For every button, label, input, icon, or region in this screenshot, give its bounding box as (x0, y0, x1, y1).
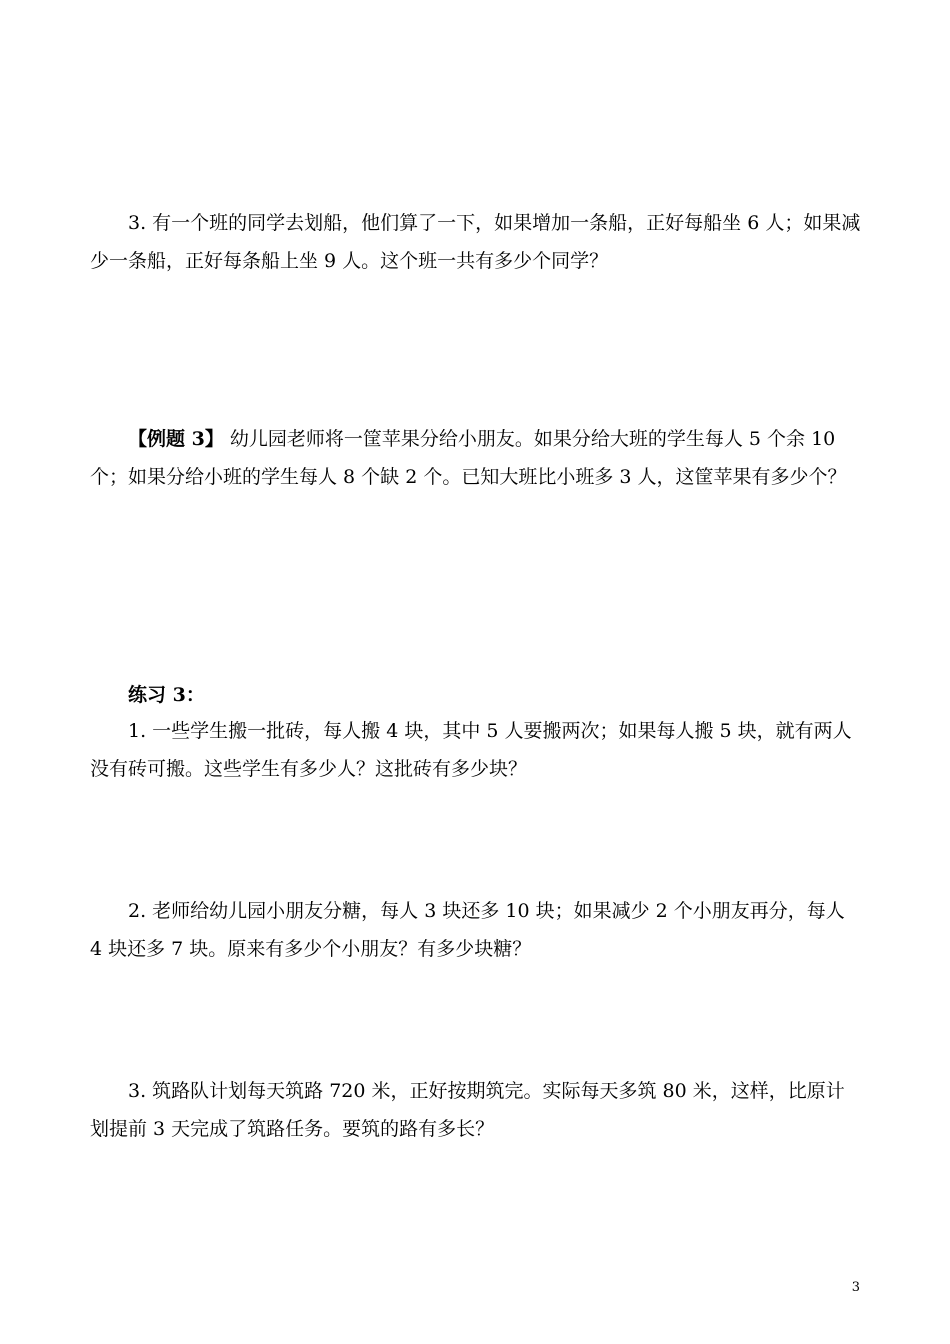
example-3 (90, 420, 862, 496)
exercise-3-question-1: 1. 一些学生搬一批砖，每人搬 4 块，其中 5 人要搬两次；如果每人搬 5 块，就有两人没有砖可搬。这些学生有多少人？这批砖有多少块？ (90, 720, 852, 780)
example-3-label: 【例题 3】 (128, 428, 224, 450)
example-3-text: 幼儿园老师将一筐苹果分给小朋友。如果分给大班的学生每人 5 个余 10 个；如果分给小班的学生每人 8 个缺 2 个。已知大班比小班多 3 人，这筐苹果有多少个？ (90, 428, 847, 488)
page-number: 3 (851, 1280, 860, 1295)
exercise-3-question-2: 2. 老师给幼儿园小朋友分糖，每人 3 块还多 10 块；如果减少 2 个小朋友再分，每人 4 块还多 7 块。原来有多少个小朋友？有多少块糖？ (90, 900, 845, 960)
exercise-3-question-3: 3. 筑路队计划每天筑路 720 米，正好按期筑完。实际每天多筑 80 米，这样，比原计划提前 3 天完成了筑路任务。要筑的路有多长？ (90, 1080, 845, 1140)
exercise-3-heading: 练习 3： (128, 684, 205, 706)
problem-3: 3. 有一个班的同学去划船，他们算了一下，如果增加一条船，正好每船坐 6 人；如果减少一条船，正好每条船上坐 9 人。这个班一共有多少个同学？ (90, 212, 861, 272)
